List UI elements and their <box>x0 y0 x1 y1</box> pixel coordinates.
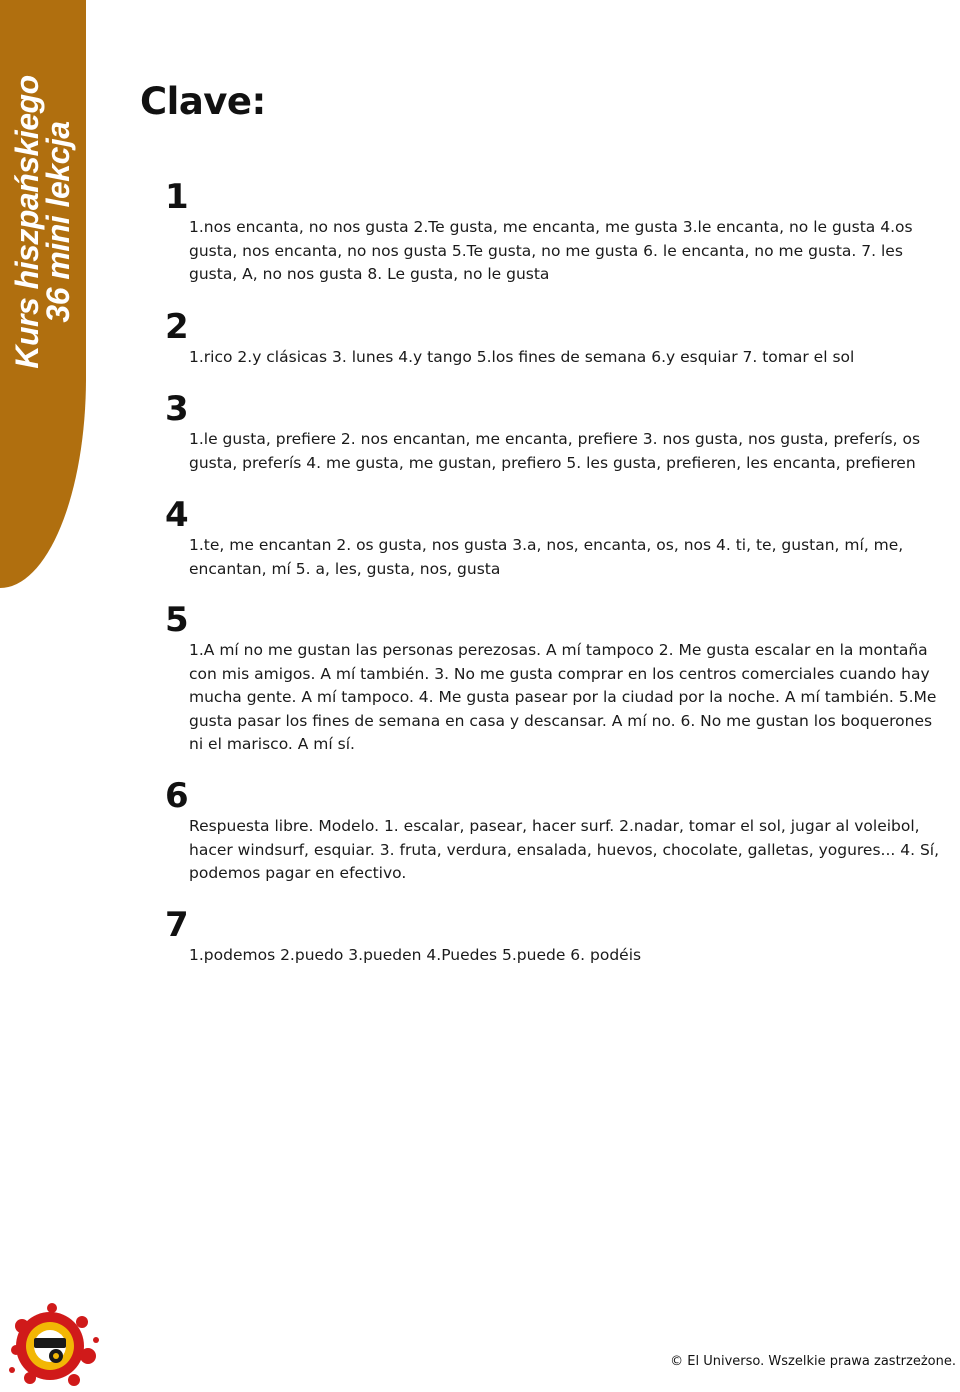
el-universo-logo-icon <box>8 1300 100 1388</box>
course-title <box>9 75 76 369</box>
section-answers: 1.nos encanta, no nos gusta 2.Te gusta, me encanta, me gusta 3.le encanta, no le gusta 4.os gusta, nos encanta, no nos gusta 5.Te gusta, no me gusta 6. le encanta, no me gusta. 7. les gusta, A, no nos gusta 8. Le gusta, no le gusta <box>189 218 913 283</box>
answer-section-2 <box>165 307 940 370</box>
section-answers: 1.podemos 2.puedo 3.pueden 4.Puedes 5.puede 6. podéis <box>189 946 642 964</box>
answer-section-1 <box>165 177 940 287</box>
answer-section-3 <box>165 389 940 475</box>
sidebar-banner <box>0 0 86 588</box>
section-answers: Respuesta libre. Modelo. 1. escalar, pasear, hacer surf. 2.nadar, tomar el sol, jugar al voleibol, hacer windsurf, esquiar. 3. fruta, verdura, ensalada, huevos, chocolate, galletas, yogures... 4. Sí, podemos pagar en efectivo. <box>189 817 940 882</box>
answer-section-4 <box>165 495 940 581</box>
section-number: 7 <box>165 905 189 945</box>
answer-section-6 <box>165 776 940 886</box>
section-answers: 1.rico 2.y clásicas 3. lunes 4.y tango 5.los fines de semana 6.y esquiar 7. tomar el sol <box>189 348 855 366</box>
logo-band <box>34 1338 66 1348</box>
course-title-line1: Kurs hiszpańskiego <box>9 75 45 369</box>
answer-section-5 <box>165 600 940 757</box>
section-number: 6 <box>165 776 189 816</box>
section-number: 2 <box>165 307 189 347</box>
section-answers: 1.le gusta, prefiere 2. nos encantan, me encanta, prefiere 3. nos gusta, nos gusta, preferís, os gusta, preferís 4. me gusta, me gustan, prefiero 5. les gusta, prefieren, les encanta, prefieren <box>189 430 921 472</box>
section-number: 4 <box>165 495 189 535</box>
section-number: 5 <box>165 600 189 640</box>
page-title: Clave: <box>140 80 266 123</box>
course-title-line2: 36 mini lekcja <box>40 121 76 323</box>
section-number: 3 <box>165 389 189 429</box>
section-answers: 1.A mí no me gustan las personas perezosas. A mí tampoco 2. Me gusta escalar en la montaña con mis amigos. A mí también. 3. No me gusta comprar en los centros comerciales cuando hay mucha gente. A mí tampoco. 4. Me gusta pasear por la ciudad por la noche. A mí también. 5.Me gusta pasar los fines de semana en casa y descansar. A mí no. 6. No me gustan los boquerones ni el marisco. A mí sí. <box>189 641 937 753</box>
logo-disc-center <box>53 1353 59 1359</box>
answer-section-7 <box>165 905 940 968</box>
section-answers: 1.te, me encantan 2. os gusta, nos gusta 3.a, nos, encanta, os, nos 4. ti, te, gustan, mí, me, encantan, mí 5. a, les, gusta, nos, gusta <box>189 536 904 578</box>
logo-graphic <box>8 1300 100 1388</box>
copyright-notice: © El Universo. Wszelkie prawa zastrzeżone. <box>670 1354 956 1369</box>
section-number: 1 <box>165 177 189 217</box>
